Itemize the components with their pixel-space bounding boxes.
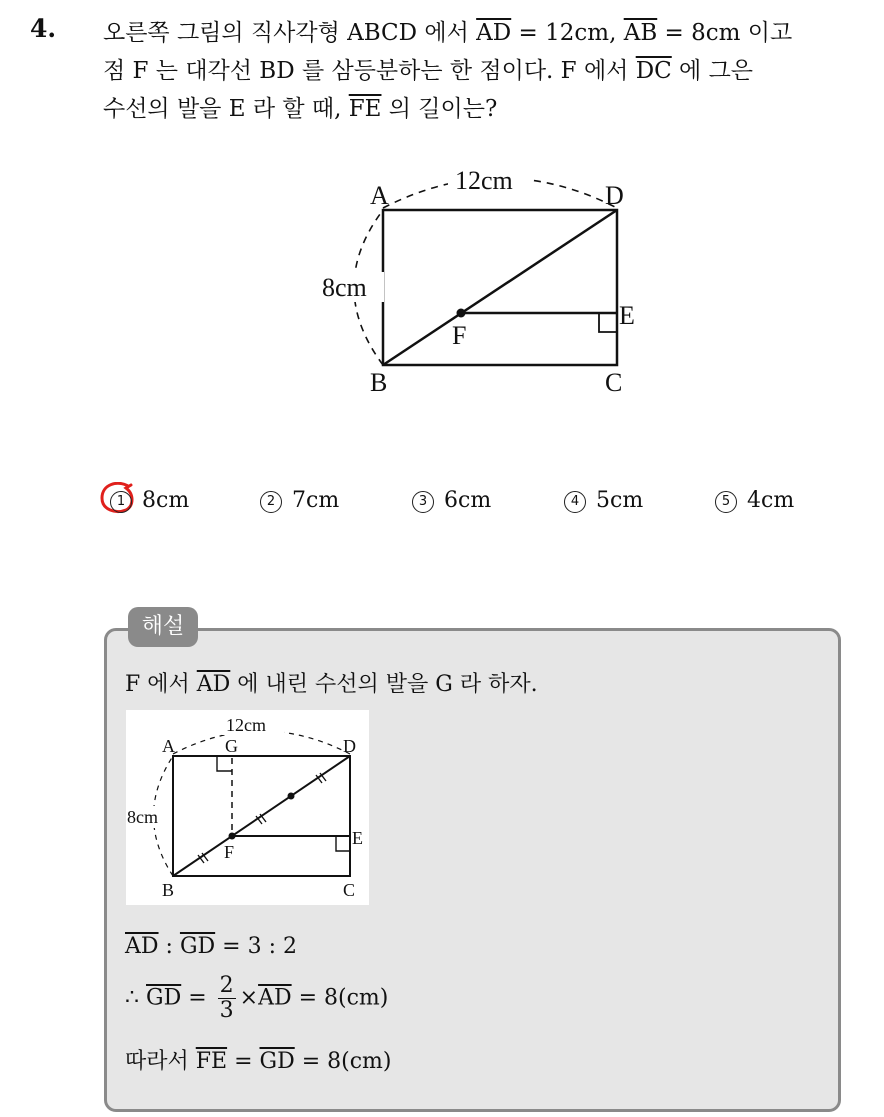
choice-4[interactable]: 4 5cm: [564, 488, 643, 513]
choice-2[interactable]: 2 7cm: [260, 488, 339, 513]
answer-choices: [100, 488, 860, 528]
fraction: $\frac{2}{3}$: [219, 973, 234, 1023]
point-b-label: B: [370, 368, 388, 397]
sol-side-length-label: 8cm: [127, 807, 158, 827]
solution-tab-label: 해설: [128, 607, 198, 647]
point-e-label: E: [619, 301, 635, 330]
choice-1[interactable]: 1 8cm: [110, 488, 189, 513]
choice-3[interactable]: 3 6cm: [412, 488, 491, 513]
choice-number: 5: [715, 491, 737, 513]
solution-figure: [126, 710, 369, 905]
top-length-label: 12cm: [455, 166, 513, 195]
sol-point-e-label: E: [352, 828, 363, 848]
question-text: 오른쪽 그림의 직사각형 ABCD 에서 $\overline{AD} = 12cm$, $\overline{AB} = 8cm$ 이고 점 F 는 대각선 BD 를 삼등분하는 한 점이다. F 에서 $\overline{DC}$ 에 그은 수선의 발을 E 라 할 때, $\overline{FE}$ 의 길이는?: [103, 20, 793, 122]
sol-point-g-label: G: [225, 736, 238, 756]
solution-conclusion: 따라서 $\overline{FE} = \overline{GD} = 8(cm)$: [125, 1049, 392, 1074]
point-c-label: C: [605, 368, 623, 397]
point-f-label: F: [452, 321, 467, 350]
choice-number: 3: [412, 491, 434, 513]
sol-point-b-label: B: [162, 880, 175, 900]
choice-number: 1: [110, 491, 132, 513]
sol-point-d-label: D: [343, 736, 356, 756]
question-number: 4.: [30, 14, 57, 43]
sol-top-length-label: 12cm: [226, 715, 266, 735]
solution-calculation: ∴ $\overline{GD}$ = $\frac{2}{3}$ $\times\overline{AD} = 8(cm)$: [125, 973, 389, 1023]
side-length-label: 8cm: [322, 273, 367, 302]
solution-intro: F 에서 $\overline{AD}$ 에 내린 수선의 발을 G 라 하자.: [125, 672, 538, 697]
sol-point-f-label: F: [224, 842, 235, 862]
point-a-label: A: [370, 181, 389, 210]
rectangle-figure: [300, 160, 680, 405]
choice-5[interactable]: 5 4cm: [715, 488, 794, 513]
sol-point-c-label: C: [343, 880, 356, 900]
sol-point-a-label: A: [162, 736, 175, 756]
solution-ratio: $\overline{AD}$ : $\overline{GD} = 3$ : 2: [125, 934, 297, 959]
choice-number: 4: [564, 491, 586, 513]
choice-number: 2: [260, 491, 282, 513]
point-d-label: D: [605, 181, 624, 210]
